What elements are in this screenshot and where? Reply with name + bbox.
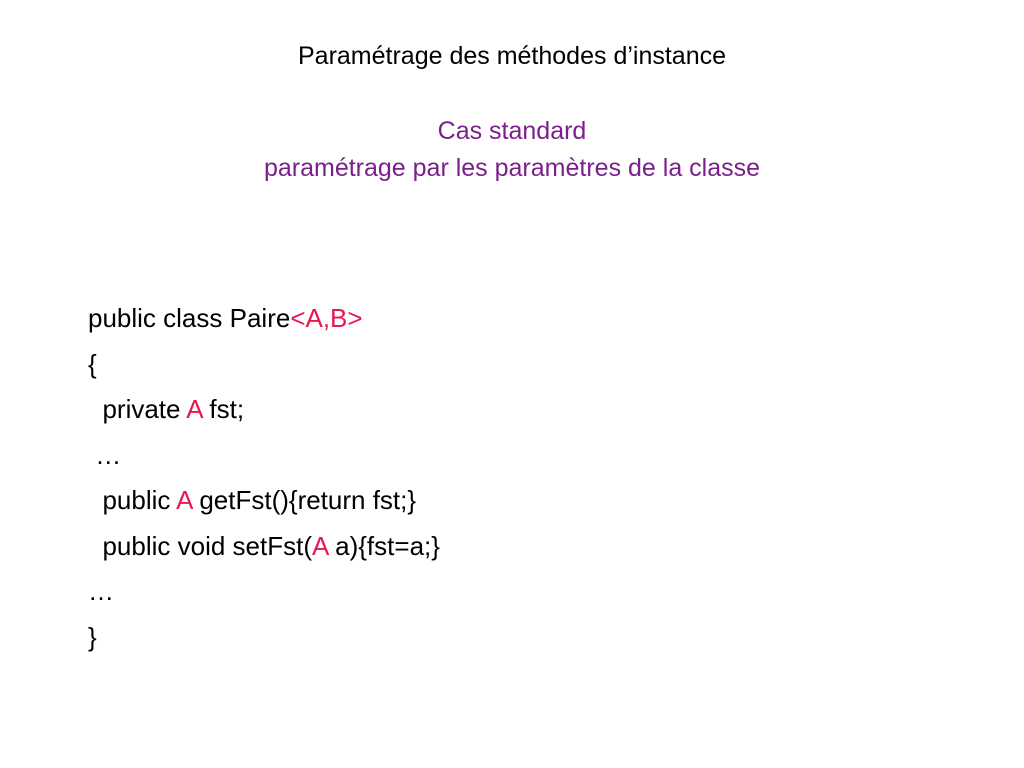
code-line-close-brace <box>88 615 948 661</box>
code-open-brace: { <box>88 348 97 379</box>
title-block <box>0 38 1024 74</box>
code-setter-signature: public void setFst( <box>88 530 312 561</box>
slide-title: Paramétrage des méthodes d’instance <box>297 42 727 70</box>
subtitle-block <box>0 113 1024 187</box>
code-getter-type: A <box>176 485 193 515</box>
code-getter-body: getFst(){return fst;} <box>192 485 417 515</box>
code-line-getter <box>88 478 948 524</box>
code-setter-param-type: A <box>311 530 328 561</box>
code-line-ellipsis-1 <box>88 433 948 479</box>
code-getter-modifier: public <box>88 485 177 515</box>
code-line-setter <box>88 524 948 570</box>
subtitle-line-2: paramétrage par les paramètres de la classe <box>263 154 761 182</box>
code-type-params: <A,B> <box>290 303 363 333</box>
code-field-modifier: private <box>88 394 187 424</box>
code-line-open-brace <box>88 342 948 388</box>
code-close-brace: } <box>88 621 97 652</box>
code-line-field <box>88 387 948 433</box>
subtitle-line-1: Cas standard <box>437 117 587 145</box>
code-field-name: fst; <box>202 394 245 424</box>
code-field-type: A <box>186 394 203 424</box>
code-ellipsis-2: … <box>88 576 114 606</box>
code-block <box>88 296 948 660</box>
code-line-ellipsis-2 <box>88 569 948 615</box>
code-class-keyword: public class Paire <box>88 303 291 333</box>
code-setter-body: a){fst=a;} <box>327 530 440 561</box>
code-line-class-declaration <box>88 296 948 342</box>
code-ellipsis-1: … <box>88 439 122 470</box>
